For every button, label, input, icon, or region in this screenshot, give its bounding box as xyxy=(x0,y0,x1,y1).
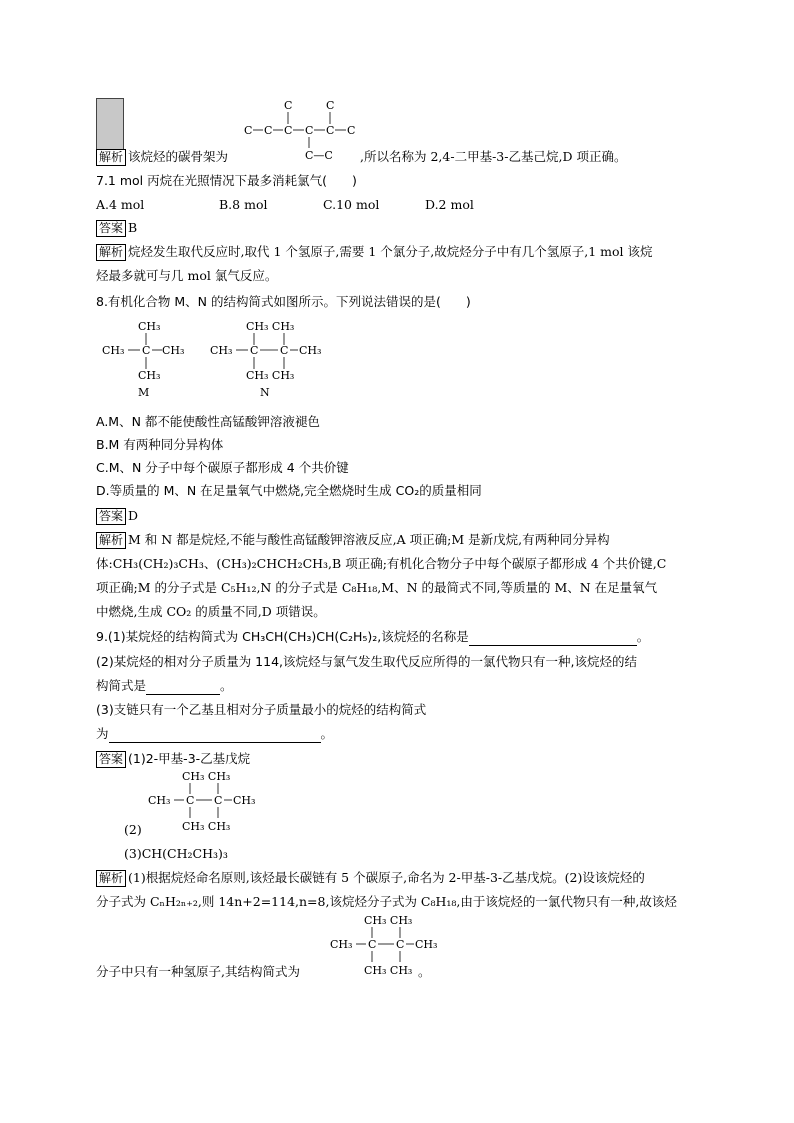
q9-mol-c2: C xyxy=(214,794,223,807)
q7-answer-value: B xyxy=(128,220,138,235)
q7-option-a: A.4 mol xyxy=(96,197,145,212)
q9-line1 xyxy=(96,628,649,646)
q9-line5-text: 为 xyxy=(96,726,109,741)
q9-mol-bottom: CH₃ CH₃ xyxy=(182,820,231,833)
molecule-m xyxy=(100,318,190,400)
q9-mol-left: CH₃ xyxy=(148,794,171,807)
skeleton-main-c1: C xyxy=(244,124,253,137)
q9-line5 xyxy=(96,725,333,743)
mol-m-right: CH₃ xyxy=(162,344,185,357)
answer-badge: 答案 xyxy=(96,508,126,525)
q9-analysis-line1 xyxy=(96,869,645,887)
q9-blank-1[interactable] xyxy=(469,631,637,646)
q8-option-b: B.M 有两种同分异构体 xyxy=(96,437,224,452)
q9-line2: (2)某烷烃的相对分子质量为 114,该烷烃与氯气发生取代反应所得的一氯代物只有一种,该烷烃的结 xyxy=(96,654,637,669)
q9-line1-text: 9.(1)某烷烃的结构简式为 CH₃CH(CH₃)CH(C₂H₅)₂,该烷烃的名称是 xyxy=(96,629,469,644)
q7-analysis-text1: 烷烃发生取代反应时,取代 1 个氢原子,需要 1 个氯分子,故烷烃分子中有几个氢原子,1 mol 该烷 xyxy=(128,244,653,259)
analysis-badge: 解析 xyxy=(96,244,126,261)
q7-analysis-line1 xyxy=(96,243,653,261)
q8-option-a: A.M、N 都不能使酸性高锰酸钾溶液褪色 xyxy=(96,414,320,429)
q7-analysis-line2: 烃最多就可与几 mol 氯气反应。 xyxy=(96,268,278,283)
skeleton-main-c2: C xyxy=(264,124,273,137)
gray-marker-box xyxy=(96,98,124,150)
q8-option-c: C.M、N 分子中每个碳原子都形成 4 个共价键 xyxy=(96,460,349,475)
q9-mol-top: CH₃ CH₃ xyxy=(182,770,231,783)
q9-analysis-mol-left: CH₃ xyxy=(330,938,353,951)
q8-analysis-line4: 中燃烧,生成 CO₂ 的质量不同,D 项错误。 xyxy=(96,604,326,619)
q9-answer1-text: (1)2-甲基-3-乙基戊烷 xyxy=(128,751,251,766)
q9-analysis-text1: (1)根据烷烃命名原则,该烃最长碳链有 5 个碳原子,命名为 2-甲基-3-乙基戊烷。(2)设该烷烃的 xyxy=(128,870,645,885)
skeleton-main-c3: C xyxy=(284,124,293,137)
skeleton-top-c1: C xyxy=(284,99,293,112)
q9-answer2-label: (2) xyxy=(124,822,142,837)
mol-n-right: CH₃ xyxy=(299,344,322,357)
analysis-badge: 解析 xyxy=(96,532,126,549)
q9-analysis-mol-bottom: CH₃ CH₃ xyxy=(364,964,413,977)
mol-n-c2: C xyxy=(280,344,289,357)
q9-analysis-mol-top: CH₃ CH₃ xyxy=(364,914,413,927)
q9-mol-c1: C xyxy=(186,794,195,807)
q9-line4: (3)支链只有一个乙基且相对分子质量最小的烷烃的结构简式 xyxy=(96,702,427,717)
answer-badge: 答案 xyxy=(96,751,126,768)
q9-answer1 xyxy=(96,750,250,768)
skeleton-top-c2: C xyxy=(326,99,335,112)
mol-m-left: CH₃ xyxy=(102,344,125,357)
q9-analysis-line3 xyxy=(96,963,431,981)
mol-n-left: CH₃ xyxy=(210,344,233,357)
q9-analysis-text3: 分子中只有一种氢原子,其结构简式为 xyxy=(96,964,300,979)
q8-option-d: D.等质量的 M、N 在足量氧气中燃烧,完全燃烧时生成 CO₂的质量相同 xyxy=(96,483,482,498)
q7-option-b: B.8 mol xyxy=(219,197,268,212)
q9-answer-molecule xyxy=(146,768,266,836)
analysis-badge: 解析 xyxy=(96,870,126,887)
mol-n-label: N xyxy=(260,386,270,399)
q8-analysis-line3: 项正确;M 的分子式是 C₅H₁₂,N 的分子式是 C₈H₁₈,M、N 的最简式不同,等质量的 M、N 在足量氧气 xyxy=(96,580,658,595)
mol-n-bottom: CH₃ CH₃ xyxy=(246,369,295,382)
mol-m-center: C xyxy=(142,344,151,357)
q9-line1-end: 。 xyxy=(636,629,650,644)
q7-option-d: D.2 mol xyxy=(425,197,474,212)
q8-answer xyxy=(96,507,138,525)
mol-n-top: CH₃ CH₃ xyxy=(246,320,295,333)
q9-line3 xyxy=(96,677,233,695)
mol-m-top: CH₃ xyxy=(138,320,161,333)
q9-blank-3[interactable] xyxy=(109,728,321,743)
q9-answer3: (3)CH(CH₂CH₃)₃ xyxy=(124,846,228,861)
q9-analysis-end: 。 xyxy=(417,964,431,979)
q9-line3-text: 构简式是 xyxy=(96,678,147,693)
mol-n-c1: C xyxy=(250,344,259,357)
q7-answer xyxy=(96,219,137,237)
q8-analysis-line2: 体:CH₃(CH₂)₃CH₃、(CH₃)₂CHCH₂CH₃,B 项正确;有机化合物分子中每个碳原子都形成 4 个共价键,C xyxy=(96,556,667,571)
molecule-n xyxy=(208,318,328,400)
answer-badge: 答案 xyxy=(96,220,126,237)
analysis-badge: 解析 xyxy=(96,149,126,166)
q9-line5-end: 。 xyxy=(320,726,334,741)
q9-analysis-mol-right: CH₃ xyxy=(415,938,438,951)
block0-analysis xyxy=(96,148,626,166)
skeleton-main-c4: C xyxy=(305,124,314,137)
q9-line3-end: 。 xyxy=(220,678,233,693)
skeleton-main-c6: C xyxy=(347,124,356,137)
q9-analysis-line2: 分子式为 CₙH₂ₙ₊₂,则 14n+2=114,n=8,该烷烃分子式为 C₈H₁₈,由于该烷烃的一氯代物只有一种,故该烃 xyxy=(96,894,677,909)
block0-analysis-after: ,所以名称为 2,4-二甲基-3-乙基己烷,D 项正确。 xyxy=(360,149,627,164)
block0-analysis-before: 该烷烃的碳骨架为 xyxy=(128,149,229,164)
q9-mol-right: CH₃ xyxy=(233,794,256,807)
q8-answer-value: D xyxy=(128,508,139,523)
q8-analysis-line1 xyxy=(96,531,610,549)
mol-m-label: M xyxy=(138,386,150,399)
skeleton-branch: C—C xyxy=(305,149,333,162)
q7-stem: 7.1 mol 丙烷在光照情况下最多消耗氯气( ) xyxy=(96,173,357,188)
q9-analysis-mol-c2: C xyxy=(396,938,405,951)
q9-blank-2[interactable] xyxy=(146,680,220,695)
q8-stem: 8.有机化合物 M、N 的结构简式如图所示。下列说法错误的是( ) xyxy=(96,294,471,309)
mol-m-bottom: CH₃ xyxy=(138,369,161,382)
q7-option-c: C.10 mol xyxy=(323,197,380,212)
skeleton-main-c5: C xyxy=(326,124,335,137)
q9-analysis-mol-c1: C xyxy=(368,938,377,951)
q8-analysis-text1: M 和 N 都是烷烃,不能与酸性高锰酸钾溶液反应,A 项正确;M 是新戊烷,有两种同分异构 xyxy=(128,532,610,547)
